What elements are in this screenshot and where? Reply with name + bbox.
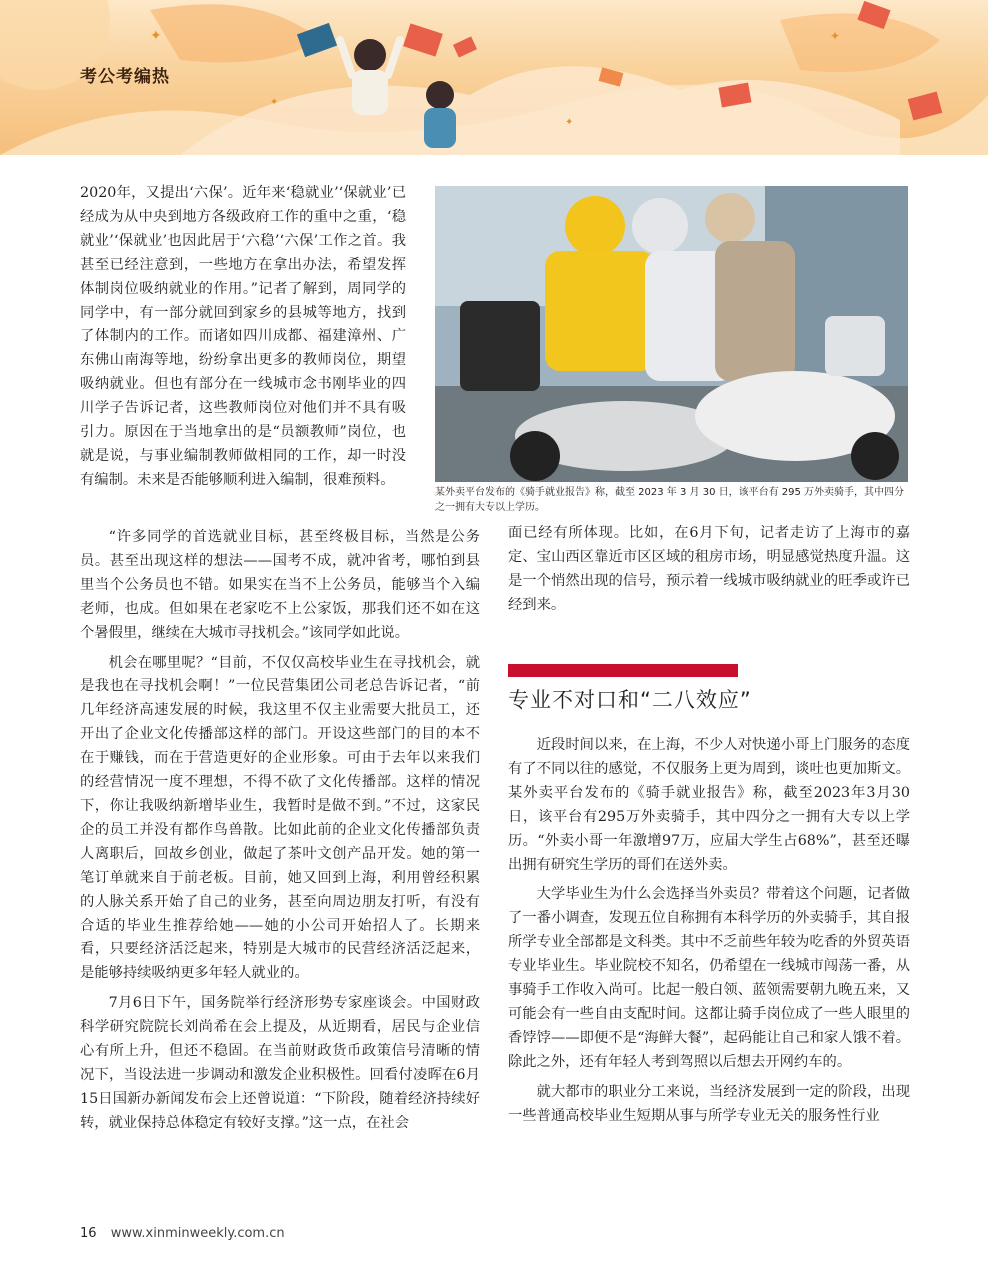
paragraph: 近段时间以来，在上海，不少人对快递小哥上门服务的态度有了不同以往的感觉，不仅服务上更为周到，谈吐也更加斯文。某外卖平台发布的《骑手就业报告》称，截至2023年3月30日，该平台有295万外卖骑手，其中四分之一拥有大专以上学历。“外卖小哥一年激增97万，应届大学生占68%”，甚至还曝出拥有研究生学历的哥们在送外卖。 — [508, 737, 910, 873]
section-subheading: 专业不对口和“二八效应” — [508, 688, 752, 712]
delivery-riders-photo — [435, 186, 908, 482]
paragraph: 大学毕业生为什么会选择当外卖员？带着这个问题，记者做了一番小调查，发现五位自称拥有本科学历的外卖骑手，其自报所学专业全部都是文科类。其中不乏前些年较为吃香的外贸英语专业毕业生。毕业院校不知名，仍希望在一线城市闯荡一番，从事骑手工作收入尚可。比起一般白领、蓝领需要朝九晚五来，又可能会有一些自由支配时间。这都让骑手岗位成了一些人眼里的香饽饽——即便不是“海鲜大餐”，起码能让自己和家人饿不着。除此之外，还有年轻人考到驾照以后想去开网约车的。 — [508, 886, 910, 1070]
right-column — [508, 734, 910, 1129]
right-column-top — [508, 522, 910, 618]
page-footer — [80, 1226, 285, 1241]
section-divider-bar — [508, 664, 738, 677]
section-title: 考公考编热 — [80, 67, 170, 87]
svg-text:✦: ✦ — [830, 29, 841, 43]
paragraph: 机会在哪里呢？“目前，不仅仅高校毕业生在寻找机会，就是我也在寻找机会啊！”一位民营集团公司老总告诉记者，“前几年经济高速发展的时候，我这里不仅主业需要大批员工，还开出了企业文化传播部这样的部门。开设这些部门的目的本不在于赚钱，而在于营造更好的企业形象。可由于去年以来我们的经营情况一度不理想，不得不砍了文化传播部。这样的情况下，你让我吸纳新增毕业生，我暂时是做不到。”不过，这家民企的员工并没有都作鸟兽散。比如此前的企业文化传播部负责人离职后，回故乡创业，做起了茶叶文创产品开发。她的第一笔订单就来自于前老板。目前，她又回到上海，利用曾经积累的人脉关系开始了自己的业务，甚至向周边朋友打听，有没有合适的毕业生推荐给她——她的小公司开始招人了。长期来看，只要经济活泛起来，特别是大城市的民营经济活泛起来，是能够持续吸纳更多年轻人就业的。 — [80, 654, 480, 982]
page-number: 16 — [80, 1226, 97, 1241]
svg-text:✦: ✦ — [565, 117, 574, 128]
left-column — [80, 526, 480, 1136]
svg-text:✦: ✦ — [270, 97, 279, 108]
svg-text:✦: ✦ — [150, 28, 162, 44]
paragraph: 面已经有所体现。比如，在6月下旬，记者走访了上海市的嘉定、宝山西区靠近市区区域的租房市场，明显感觉热度升温。这是一个悄然出现的信号，预示着一线城市吸纳就业的旺季或许已经到来。 — [508, 525, 910, 613]
paragraph: 7月6日下午，国务院举行经济形势专家座谈会。中国财政科学研究院院长刘尚希在会上提及，从近期看，居民与企业信心有所上升，但还不稳固。在当前财政货币政策信号清晰的情况下，当设法进一步调动和激发企业积极性。回看付凌晖在6月15日国新办新闻发布会上还曾说道：“下阶段，随着经济持续好转，就业保持总体稳定有较好支撑。”这一点，在社会 — [80, 995, 480, 1131]
header-banner — [0, 0, 988, 155]
paragraph: “许多同学的首选就业目标，甚至终极目标，当然是公务员。甚至出现这样的想法——国考不成，就冲省考，哪怕到县里当个公务员也不错。如果实在当不上公务员，能够当个入编老师，也成。但如果在老家吃不上公家饭，那我们还不如在这个暑假里，继续在大城市寻找机会。”该同学如此说。 — [80, 529, 480, 641]
website-url: www.xinminweekly.com.cn — [110, 1226, 285, 1241]
article-photo — [435, 186, 908, 482]
left-column-top — [80, 182, 406, 493]
photo-caption: 某外卖平台发布的《骑手就业报告》称，截至 2023 年 3 月 30 日，该平台有 295 万外卖骑手，其中四分之一拥有大专以上学历。 — [435, 487, 905, 513]
paragraph: 就大都市的职业分工来说，当经济发展到一定的阶段，出现一些普通高校毕业生短期从事与所学专业无关的服务性行业 — [508, 1083, 910, 1124]
paragraph: 2020年，又提出‘六保’。近年来‘稳就业’‘保就业’已经成为从中央到地方各级政府工作的重中之重，‘稳就业’‘保就业’也因此居于‘六稳’‘六保’工作之首。我甚至已经注意到，一些地方在拿出办法，希望发挥体制岗位吸纳就业的作用。”记者了解到，周同学的同学中，有一部分就回到家乡的县城等地方，找到了体制内的工作。而诸如四川成都、福建漳州、广东佛山南海等地，纷纷拿出更多的教师岗位，期望吸纳就业。但也有部分在一线城市念书刚毕业的四川学子告诉记者，这些教师岗位对他们并不具有吸引力。原因在于当地拿出的是“员额教师”岗位，也就是说，与事业编制教师做相同的工作，却一时没有编制。未来是否能够顺利进入编制，很难预料。 — [80, 185, 406, 488]
